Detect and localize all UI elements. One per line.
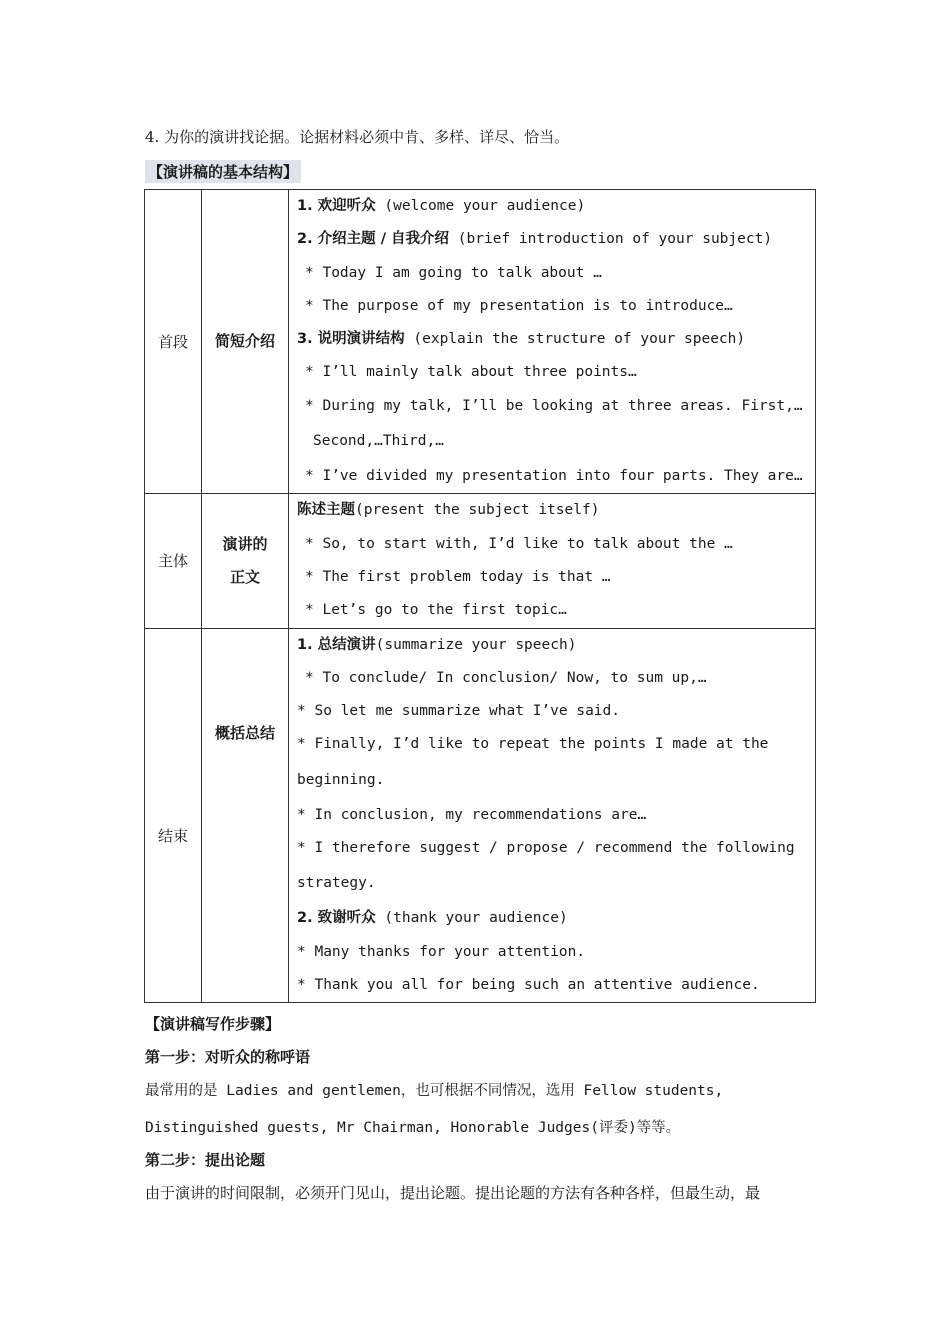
table-row-opening (145, 190, 816, 494)
intro-point-4: 4. 为你的演讲找论据。论据材料必须中肯、多样、详尽、恰当。 (145, 128, 570, 146)
label-line: 正文 (229, 567, 260, 586)
label-cell (202, 494, 289, 628)
line-text: Second,…Third,… (313, 433, 444, 450)
line-bold: 1. 欢迎听众 (297, 198, 376, 214)
line-text: (welcome your audience) (375, 198, 586, 214)
step1-title: 第一步：对听众的称呼语 (145, 1048, 311, 1066)
label-line: 演讲的 (222, 534, 268, 553)
line-bold: 1. 总结演讲 (297, 636, 376, 653)
content-cell (289, 494, 816, 628)
line-text: * So, to start with, I’d like to talk about the … (305, 535, 733, 552)
line-text: * I’ll mainly talk about three points… (305, 364, 637, 381)
label-cell: 概括总结 (202, 628, 289, 1003)
line-text: * To conclude/ In conclusion/ Now, to sum up,… (305, 669, 707, 686)
line-text: * The first problem today is that … (305, 568, 611, 585)
line-text: * Finally, I’d like to repeat the points I made at the (297, 736, 769, 753)
step2-text-line1: 由于演讲的时间限制，必须开门见山，提出论题。提出论题的方法有各种各样，但最生动，最 (145, 1184, 761, 1202)
line-text: * Let’s go to the first topic… (305, 602, 567, 619)
line-text: beginning. (297, 771, 385, 788)
line-bold: 陈述主题 (297, 502, 355, 519)
line-text: * I’ve divided my presentation into four parts. They are… (305, 468, 803, 485)
steps-header: 【演讲稿写作步骤】 (145, 1015, 281, 1033)
line-text: (brief introduction of your subject) (449, 231, 773, 248)
part-cell: 结束 (145, 628, 202, 1003)
speech-structure-table (144, 189, 816, 1003)
line-text: * During my talk, I’ll be looking at three areas. First,… (305, 397, 803, 414)
step1-text-line1: 最常用的是 Ladies and gentlemen，也可根据不同情况，选用 Fellow students, (145, 1083, 724, 1099)
line-text: * I therefore suggest / propose / recommend the following (297, 840, 795, 857)
line-text: (explain the structure of your speech) (404, 331, 746, 348)
table-row-body (145, 494, 816, 628)
line-text: * Many thanks for your attention. (297, 943, 586, 960)
line-text: strategy. (297, 875, 376, 892)
part-cell: 首段 (145, 190, 202, 494)
line-text: * Thank you all for being such an attentive audience. (297, 976, 760, 993)
step1-text-line2: Distinguished guests, Mr Chairman, Honorable Judges(评委)等等。 (145, 1120, 681, 1136)
line-bold: 2. 介绍主题 / 自我介绍 (297, 231, 450, 248)
line-text: * In conclusion, my recommendations are… (297, 806, 647, 823)
content-cell (289, 628, 816, 1003)
line-bold: 3. 说明演讲结构 (297, 331, 405, 348)
line-text: (summarize your speech) (375, 636, 577, 653)
table-row-closing (145, 628, 816, 1003)
line-text: (thank your audience) (375, 910, 568, 927)
line-text: * Today I am going to talk about … (305, 264, 602, 281)
line-bold: 2. 致谢听众 (297, 910, 376, 927)
part-cell: 主体 (145, 494, 202, 628)
structure-header: 【演讲稿的基本结构】 (145, 160, 301, 183)
line-text: * The purpose of my presentation is to introduce… (305, 297, 733, 314)
label-cell: 简短介绍 (202, 190, 289, 494)
line-text: * So let me summarize what I’ve said. (297, 703, 621, 720)
line-text: (present the subject itself) (355, 502, 600, 519)
step2-title: 第二步：提出论题 (145, 1151, 266, 1169)
content-cell (289, 190, 816, 494)
